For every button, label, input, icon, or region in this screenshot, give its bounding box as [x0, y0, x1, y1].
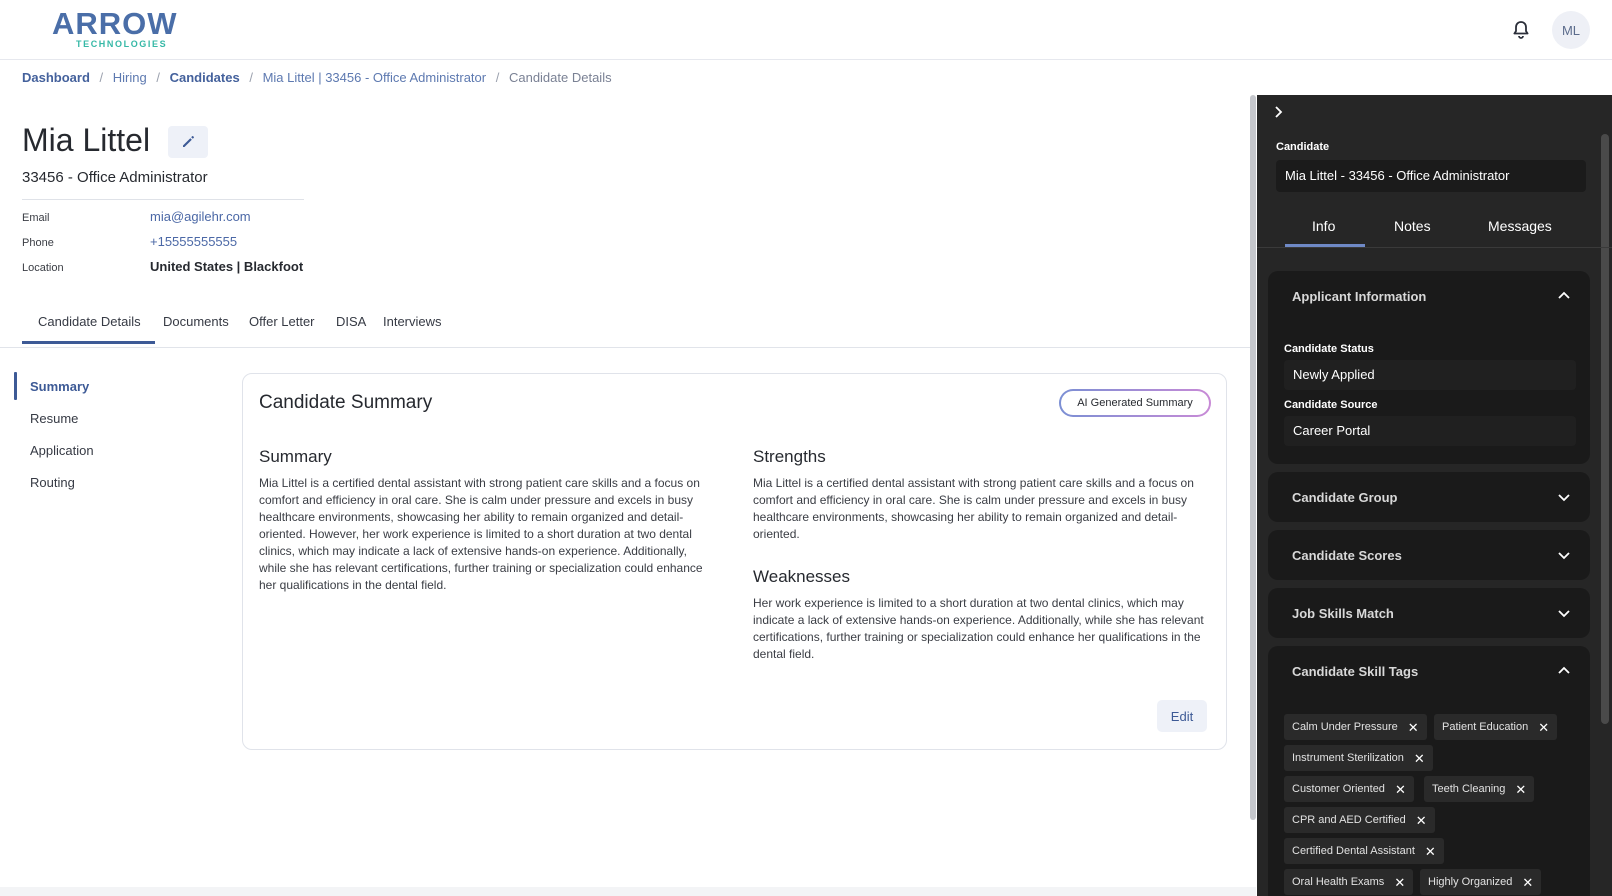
strengths-text: Mia Littel is a certified dental assistant with strong patient care skills and a focus on comfort and efficiency in oral care. She is calm under pressure and excels in busy healthcare environments, showcasing her ability to remain organized and detail-oriented. — [753, 476, 1194, 541]
card-title: Candidate Summary — [259, 392, 433, 413]
skill-tag-label: Teeth Cleaning — [1432, 783, 1506, 795]
chevron-up-icon[interactable] — [1557, 664, 1571, 678]
user-avatar[interactable]: ML — [1552, 11, 1590, 49]
pencil-icon — [180, 134, 196, 150]
breadcrumb-dashboard[interactable]: Dashboard — [22, 70, 90, 85]
location-value: United States | Blackfoot — [150, 259, 304, 274]
tab-documents[interactable]: Documents — [163, 314, 229, 329]
skill-tag-label: Oral Health Exams — [1292, 876, 1385, 888]
candidate-scores-accordion[interactable] — [1268, 530, 1590, 580]
email-link[interactable]: mia@agilehr.com — [150, 209, 251, 224]
applicant-information-accordion — [1268, 271, 1590, 464]
weaknesses-text: Her work experience is limited to a short duration at two dental clinics, which may indicate a lack of extensive hands-on experience. Additionally, while she has relevant certifications, further training or specialization could enhance her qualifications in the dental field. — [753, 596, 1204, 661]
phone-label: Phone — [22, 237, 54, 249]
breadcrumb-hiring[interactable]: Hiring — [112, 70, 147, 85]
edit-candidate-button[interactable] — [168, 126, 208, 158]
panel-scrollbar[interactable] — [1601, 134, 1609, 724]
top-bar — [0, 0, 1612, 60]
candidate-select-label: Candidate — [1276, 141, 1330, 153]
ai-generated-badge: AI Generated Summary — [1059, 389, 1211, 417]
footer-strip — [0, 887, 1256, 896]
skill-tag — [1424, 776, 1534, 802]
candidate-summary-card — [242, 373, 1227, 750]
location-label: Location — [22, 262, 64, 274]
skill-tag — [1284, 807, 1435, 833]
job-skills-match-accordion[interactable] — [1268, 588, 1590, 638]
breadcrumb — [22, 70, 618, 85]
skill-tag — [1420, 869, 1541, 895]
summary-heading: Summary — [259, 447, 332, 466]
tab-interviews[interactable]: Interviews — [383, 314, 442, 329]
strengths-heading: Strengths — [753, 447, 826, 466]
candidate-select[interactable]: Mia Littel - 33456 - Office Administrator — [1276, 160, 1586, 192]
accordion-title[interactable]: Candidate Skill Tags — [1292, 664, 1419, 679]
collapse-panel-chevron-icon[interactable] — [1273, 104, 1287, 124]
candidate-status-field[interactable]: Newly Applied — [1284, 360, 1576, 390]
tab-candidate-details[interactable]: Candidate Details — [38, 314, 141, 329]
candidate-role: 33456 - Office Administrator — [22, 169, 208, 186]
subnav-resume[interactable]: Resume — [30, 411, 79, 426]
skill-tag-label: Highly Organized — [1428, 876, 1513, 888]
notification-bell-icon[interactable] — [1509, 18, 1533, 42]
header-divider — [22, 199, 304, 200]
remove-tag-icon[interactable]: ✕ — [1424, 843, 1436, 859]
candidate-group-accordion[interactable] — [1268, 472, 1590, 522]
active-tab-indicator — [22, 341, 155, 344]
panel-tab-notes[interactable]: Notes — [1394, 218, 1431, 234]
logo-wordmark: ARROW — [52, 6, 178, 41]
skill-tag — [1284, 869, 1413, 895]
remove-tag-icon[interactable]: ✕ — [1522, 874, 1534, 890]
tab-disa[interactable]: DISA — [336, 314, 367, 329]
remove-tag-icon[interactable]: ✕ — [1394, 874, 1406, 890]
remove-tag-icon[interactable]: ✕ — [1415, 812, 1427, 828]
subnav-routing[interactable]: Routing — [30, 475, 75, 490]
accordion-title: Candidate Group — [1292, 490, 1398, 505]
subnav-active-indicator — [14, 372, 17, 400]
accordion-title: Candidate Scores — [1292, 548, 1402, 563]
breadcrumb-job[interactable]: Mia Littel | 33456 - Office Administrator — [262, 70, 487, 85]
panel-tabs-divider — [1257, 247, 1612, 248]
phone-link[interactable]: +15555555555 — [150, 234, 238, 249]
candidate-name: Mia Littel — [22, 122, 151, 158]
skill-tag-label: CPR and AED Certified — [1292, 814, 1406, 826]
candidate-source-field[interactable]: Career Portal — [1284, 416, 1576, 446]
candidate-skill-tags-accordion — [1268, 646, 1590, 896]
skill-tag-label: Patient Education — [1442, 721, 1529, 733]
remove-tag-icon[interactable]: ✕ — [1413, 750, 1425, 766]
skill-tag — [1284, 714, 1427, 740]
panel-tab-info[interactable]: Info — [1312, 218, 1336, 234]
breadcrumb-separator: / — [495, 70, 500, 85]
skill-tag — [1284, 838, 1444, 864]
remove-tag-icon[interactable]: ✕ — [1515, 781, 1527, 797]
candidate-source-label: Candidate Source — [1284, 399, 1378, 411]
chevron-down-icon — [1557, 548, 1571, 562]
skill-tag-label: Instrument Sterilization — [1292, 752, 1404, 764]
breadcrumb-separator: / — [249, 70, 253, 85]
remove-tag-icon[interactable]: ✕ — [1538, 719, 1550, 735]
breadcrumb-candidates[interactable]: Candidates — [169, 70, 240, 85]
edit-summary-button[interactable]: Edit — [1157, 700, 1207, 732]
subnav-summary[interactable]: Summary — [30, 379, 90, 394]
skill-tag-label: Customer Oriented — [1292, 783, 1385, 795]
skill-tag-label: Certified Dental Assistant — [1292, 845, 1415, 857]
breadcrumb-current: Candidate Details — [508, 70, 612, 85]
tab-offer-letter[interactable]: Offer Letter — [249, 314, 315, 329]
tabs-divider — [0, 347, 1252, 348]
remove-tag-icon[interactable]: ✕ — [1407, 719, 1419, 735]
remove-tag-icon[interactable]: ✕ — [1394, 781, 1406, 797]
skill-tag — [1284, 776, 1414, 802]
email-label: Email — [22, 212, 50, 224]
subnav-application[interactable]: Application — [30, 443, 94, 458]
skill-tag — [1434, 714, 1557, 740]
chevron-down-icon — [1557, 606, 1571, 620]
breadcrumb-separator: / — [156, 70, 160, 85]
panel-tab-messages[interactable]: Messages — [1488, 218, 1552, 234]
summary-text: Mia Littel is a certified dental assistant with strong patient care skills and a focus on comfort and efficiency in oral care. She is calm under pressure and excels in busy healthcare environments, showcasing her ability to remain organized and detail-oriented. However, her work experience is limited to a short duration at two dental clinics, which may indicate a lack of extensive hands-on experience. Additionally, while she has relevant certifications, further training or specialization could enhance her qualifications in the dental field. — [259, 476, 703, 592]
chevron-up-icon[interactable] — [1557, 289, 1571, 303]
skill-tag — [1284, 745, 1433, 771]
logo-subtitle: TECHNOLOGIES — [76, 39, 168, 49]
weaknesses-heading: Weaknesses — [753, 567, 851, 586]
breadcrumb-separator: / — [99, 70, 104, 85]
candidate-status-label: Candidate Status — [1284, 343, 1374, 355]
skill-tag-label: Calm Under Pressure — [1292, 721, 1398, 733]
main-scrollbar[interactable] — [1250, 95, 1256, 820]
chevron-down-icon — [1557, 490, 1571, 504]
accordion-title: Job Skills Match — [1292, 606, 1394, 621]
accordion-title[interactable]: Applicant Information — [1292, 289, 1427, 304]
company-logo[interactable] — [52, 8, 182, 52]
